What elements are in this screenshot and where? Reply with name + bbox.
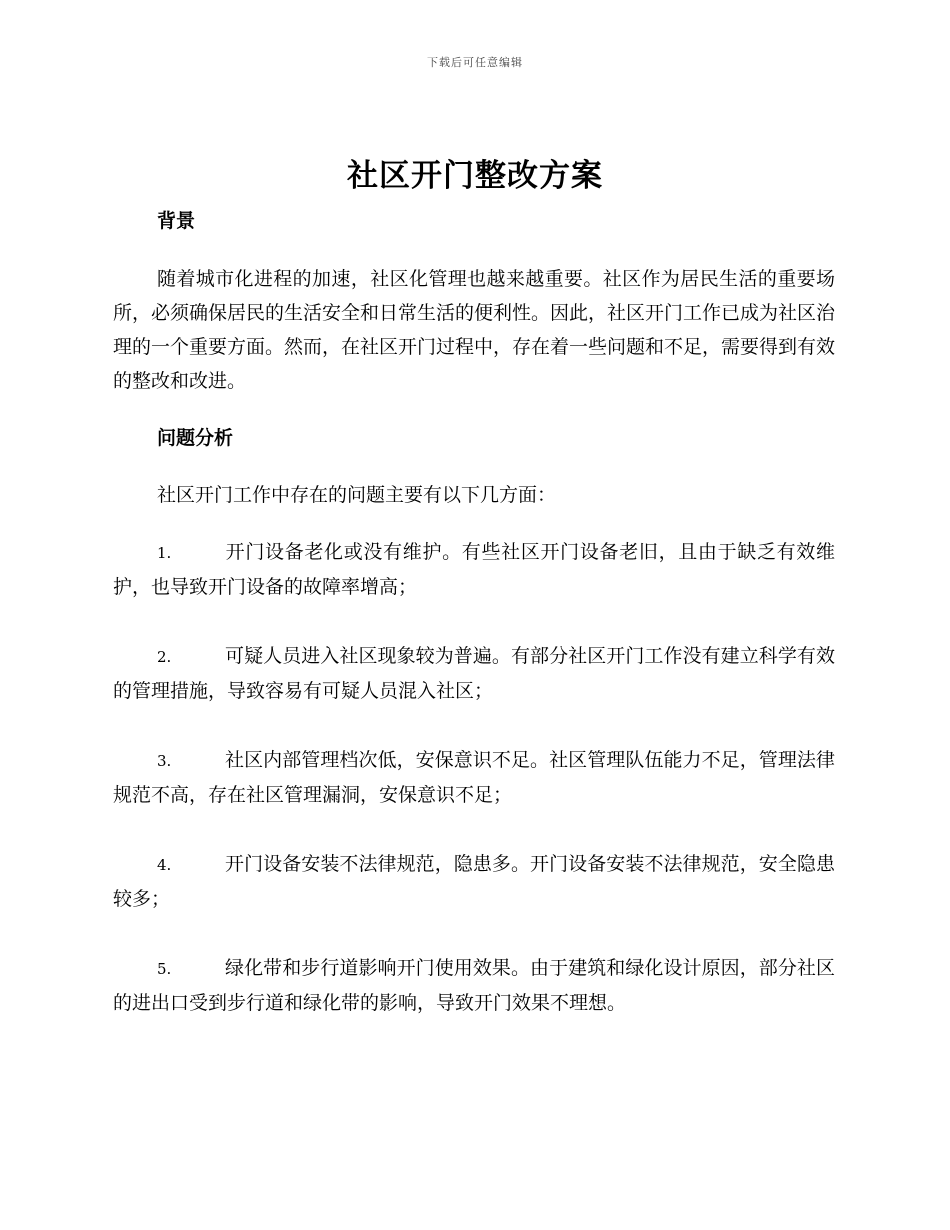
page-header-note: 下载后可任意编辑 xyxy=(427,56,523,69)
spacer xyxy=(113,708,835,743)
list-item-text: 社区内部管理档次低，安保意识不足。社区管理队伍能力不足，管理法律规范不高，存在社区管理漏洞，安保意识不足； xyxy=(113,749,835,806)
list-item xyxy=(113,743,835,812)
list-item-number: 4. xyxy=(157,856,172,874)
list-item-text: 开门设备安装不法律规范，隐患多。开门设备安装不法律规范，安全隐患较多； xyxy=(113,853,835,910)
spacer xyxy=(113,512,835,535)
spacer xyxy=(113,916,835,951)
list-item-text: 绿化带和步行道影响开门使用效果。由于建筑和绿化设计原因，部分社区的进出口受到步行道和绿化带的影响，导致开门效果不理想。 xyxy=(113,957,835,1014)
list-item-text: 可疑人员进入社区现象较为普遍。有部分社区开门工作没有建立科学有效的管理措施，导致容易有可疑人员混入社区； xyxy=(113,645,835,702)
document-title: 社区开门整改方案 xyxy=(347,158,603,194)
section-heading-analysis: 问题分析 xyxy=(157,427,234,449)
list-item xyxy=(113,639,835,708)
list-item-number: 1. xyxy=(157,544,172,562)
spacer xyxy=(113,812,835,847)
list-item xyxy=(113,535,835,604)
list-item-text: 开门设备老化或没有维护。有些社区开门设备老旧，且由于缺乏有效维护，也导致开门设备的故障率增高； xyxy=(113,541,835,598)
list-item-number: 3. xyxy=(157,752,172,770)
section-heading-background: 背景 xyxy=(157,210,196,232)
list-item-number: 2. xyxy=(157,648,172,666)
list-item-number: 5. xyxy=(157,960,172,978)
spacer xyxy=(113,398,835,421)
background-paragraph: 随着城市化进程的加速，社区化管理也越来越重要。社区作为居民生活的重要场所，必须确保居民的生活安全和日常生活的便利性。因此，社区开门工作已成为社区治理的一个重要方面。然而，在社区开门过程中，存在着一些问题和不足，需要得到有效的整改和改进。 xyxy=(113,268,836,392)
spacer xyxy=(113,455,835,478)
document-body xyxy=(113,204,835,1020)
spacer xyxy=(113,238,835,262)
list-item xyxy=(113,847,835,916)
list-item xyxy=(113,951,835,1020)
spacer xyxy=(113,604,835,639)
analysis-intro: 社区开门工作中存在的问题主要有以下几方面： xyxy=(157,484,557,506)
